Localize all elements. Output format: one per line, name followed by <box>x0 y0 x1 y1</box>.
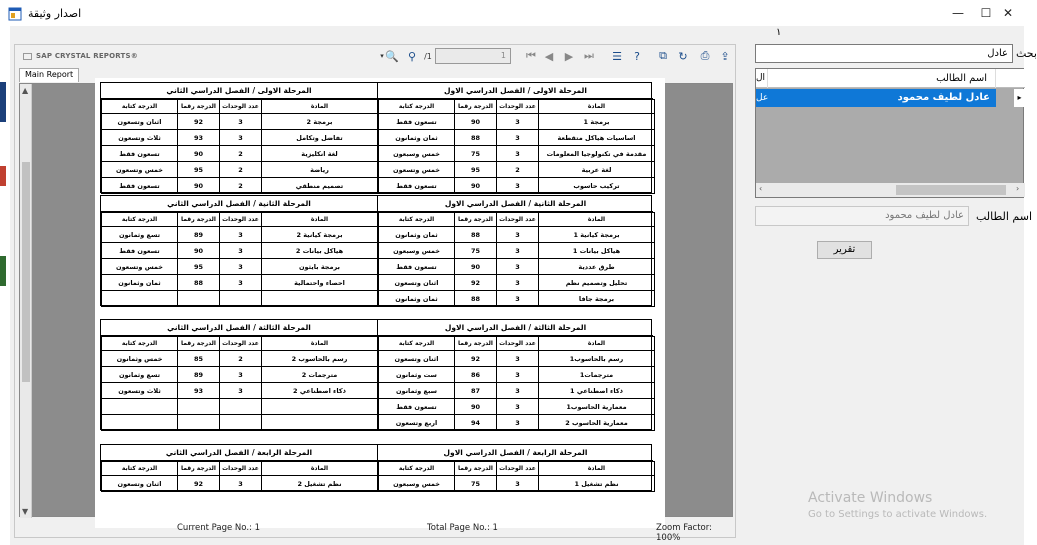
table-header-row <box>102 100 378 114</box>
semester-one <box>377 320 653 429</box>
activate-windows-subtitle: Go to Settings to activate Windows. <box>808 509 988 520</box>
table-cell: 90 <box>455 259 497 275</box>
table-cell: هياكل بيانات 1 <box>539 243 655 259</box>
grid-row[interactable] <box>756 89 1025 107</box>
table-row <box>102 178 378 194</box>
table-cell: تفاضل وتكامل <box>262 130 378 146</box>
column-header: الدرجة رقما <box>455 462 497 476</box>
table-cell: 3 <box>220 227 262 243</box>
stage-block <box>100 195 652 306</box>
vertical-scrollbar[interactable] <box>20 84 32 518</box>
table-cell: 2 <box>220 146 262 162</box>
table-cell: اثنان وتسعون <box>379 351 455 367</box>
print-icon[interactable]: ⎙ <box>700 49 710 62</box>
semester-two <box>101 445 377 490</box>
semester-title: المرحلة الثالثة / الفصل الدراسي الثاني <box>101 320 377 336</box>
scroll-down-icon[interactable]: ▼ <box>22 507 29 516</box>
table-cell: 3 <box>497 130 539 146</box>
table-cell: 3 <box>497 415 539 431</box>
window-title: اصدار وثيقة <box>28 6 82 20</box>
semester-title: المرحلة الثالثة / الفصل الدراسي الاول <box>378 320 653 336</box>
table-cell: مقدمة في تكنولوجيا المعلومات <box>539 146 655 162</box>
table-cell <box>262 399 378 415</box>
table-cell: تسع وثمانون <box>102 367 178 383</box>
semester-two <box>101 83 377 192</box>
grades-table <box>378 212 655 307</box>
column-header: الدرجة كتابة <box>379 462 455 476</box>
refresh-icon[interactable]: ↻ <box>678 49 688 63</box>
column-header: عدد الوحدات <box>497 337 539 351</box>
table-cell: لغة انكليزية <box>262 146 378 162</box>
table-row <box>102 383 378 399</box>
table-cell <box>220 399 262 415</box>
table-cell: ثلاث وتسعون <box>102 130 178 146</box>
table-row <box>379 243 655 259</box>
table-cell: 3 <box>220 476 262 492</box>
table-cell: ذكاء اصطناعي 2 <box>262 383 378 399</box>
column-header: الدرجة كتابة <box>379 100 455 114</box>
students-grid <box>755 68 1024 198</box>
column-header: المادة <box>539 213 655 227</box>
table-cell: تسعون فقط <box>379 114 455 130</box>
table-row <box>379 399 655 415</box>
table-cell: 3 <box>497 259 539 275</box>
table-row <box>379 383 655 399</box>
search-label: بحث <box>1016 47 1037 60</box>
table-header-row <box>102 213 378 227</box>
column-header: الدرجة كتابة <box>379 337 455 351</box>
column-header: الدرجة كتابة <box>379 213 455 227</box>
table-cell: تسعون فقط <box>102 178 178 194</box>
minimize-button[interactable]: — <box>952 6 964 20</box>
column-header: المادة <box>262 337 378 351</box>
zoom-icon[interactable]: 🔍 <box>385 49 399 63</box>
table-cell: تحليل وتصميم نظم <box>539 275 655 291</box>
table-row <box>102 227 378 243</box>
grid-header-name[interactable]: اسم الطالب <box>770 69 996 88</box>
table-row <box>379 351 655 367</box>
table-cell: ذكاء اصطناعي 1 <box>539 383 655 399</box>
column-header: عدد الوحدات <box>220 100 262 114</box>
table-row <box>379 476 655 492</box>
group-tree-icon[interactable]: ☰ <box>612 49 622 63</box>
table-cell: تسعون فقط <box>379 259 455 275</box>
table-cell <box>178 415 220 431</box>
table-cell: 3 <box>497 383 539 399</box>
table-cell <box>220 291 262 307</box>
zoom-status: Zoom Factor: 100% <box>656 523 712 543</box>
table-cell: 90 <box>455 399 497 415</box>
grades-table <box>378 336 655 431</box>
column-header: المادة <box>262 213 378 227</box>
table-cell: خمس وسبعون <box>379 146 455 162</box>
grades-table <box>378 99 655 194</box>
table-cell: 3 <box>497 178 539 194</box>
stage-block <box>100 319 652 430</box>
scroll-left-icon[interactable]: ‹ <box>759 184 763 193</box>
table-cell: خمس وثمانون <box>102 351 178 367</box>
table-row <box>102 291 378 307</box>
semester-title: المرحلة الاولى / الفصل الدراسي الاول <box>378 83 653 99</box>
column-header: الدرجة رقما <box>178 337 220 351</box>
table-cell: 3 <box>497 399 539 415</box>
column-header: الدرجة رقما <box>455 100 497 114</box>
table-cell: 3 <box>497 367 539 383</box>
help-icon[interactable]: ? <box>634 49 640 63</box>
table-header-row <box>379 462 655 476</box>
column-header: الدرجة كتابة <box>102 100 178 114</box>
status-bar <box>15 519 735 543</box>
table-cell: 88 <box>455 130 497 146</box>
table-cell <box>102 399 178 415</box>
table-cell: تسعون فقط <box>102 243 178 259</box>
table-cell: 3 <box>497 291 539 307</box>
table-cell <box>178 291 220 307</box>
table-cell: رياضة <box>262 162 378 178</box>
total-page-status: Total Page No.: 1 <box>427 523 498 533</box>
top-digit: ١ <box>776 27 782 38</box>
table-row <box>102 275 378 291</box>
table-cell: 87 <box>455 383 497 399</box>
semester-two <box>101 320 377 429</box>
table-cell: 95 <box>178 259 220 275</box>
table-cell: ثمان وثمانون <box>379 130 455 146</box>
table-cell <box>262 415 378 431</box>
column-header: المادة <box>262 462 378 476</box>
grid-header-extra: ال <box>756 69 768 88</box>
column-header: الدرجة رقما <box>178 462 220 476</box>
table-cell: 3 <box>220 275 262 291</box>
table-row <box>102 243 378 259</box>
report-button[interactable]: تقرير <box>817 241 872 259</box>
table-cell: 94 <box>455 415 497 431</box>
first-page-icon[interactable]: ⏮ <box>526 49 536 62</box>
table-cell: 95 <box>455 162 497 178</box>
table-row <box>379 367 655 383</box>
table-cell: هياكل بيانات 2 <box>262 243 378 259</box>
table-header-row <box>102 462 378 476</box>
table-cell: 92 <box>178 114 220 130</box>
semester-one <box>377 83 653 192</box>
table-cell: اثنان وتسعون <box>102 114 178 130</box>
scroll-thumb[interactable] <box>22 162 30 382</box>
table-cell: ثمان وثمانون <box>102 275 178 291</box>
column-header: الدرجة كتابة <box>102 337 178 351</box>
table-cell <box>178 399 220 415</box>
previous-page-icon[interactable]: ◀ <box>544 49 554 63</box>
table-row <box>379 114 655 130</box>
table-cell: 3 <box>497 476 539 492</box>
table-cell: 95 <box>178 162 220 178</box>
semester-two <box>101 196 377 305</box>
zoom-dropdown-icon[interactable]: ▾ <box>380 52 384 60</box>
table-row <box>102 367 378 383</box>
table-row <box>102 476 378 492</box>
table-cell: 3 <box>497 146 539 162</box>
table-cell: 90 <box>455 114 497 130</box>
grid-cell-name[interactable]: عادل لطيف محمود <box>770 89 996 107</box>
table-cell: 3 <box>220 259 262 275</box>
table-cell: برمجة جافا <box>539 291 655 307</box>
table-cell: معمارية الحاسوب1 <box>539 399 655 415</box>
stage-block <box>100 444 652 491</box>
table-cell: 93 <box>178 383 220 399</box>
table-cell: برمجة 2 <box>262 114 378 130</box>
current-page-status: Current Page No.: 1 <box>177 523 260 533</box>
tab-main-report[interactable]: Main Report <box>19 68 79 82</box>
table-cell: تسعون فقط <box>379 178 455 194</box>
table-cell: خمس وسبعون <box>379 243 455 259</box>
horizontal-scrollbar[interactable] <box>756 183 1025 197</box>
table-cell: 88 <box>455 227 497 243</box>
table-cell: 3 <box>220 114 262 130</box>
table-cell: نظم تشغيل 1 <box>539 476 655 492</box>
table-cell: اربع وتسعون <box>379 415 455 431</box>
find-icon[interactable]: ⚲ <box>407 49 417 63</box>
table-header-row <box>379 213 655 227</box>
table-cell: ثلاث وتسعون <box>102 383 178 399</box>
last-page-icon[interactable]: ⏭ <box>584 49 594 62</box>
column-header: عدد الوحدات <box>497 100 539 114</box>
table-cell: احصاء واحتمالية <box>262 275 378 291</box>
table-cell: نظم تشغيل 2 <box>262 476 378 492</box>
row-selector-icon[interactable]: ▸ <box>1014 89 1025 107</box>
table-row <box>379 291 655 307</box>
report-tabs <box>19 68 79 82</box>
background-window-edge <box>0 26 10 545</box>
column-header: المادة <box>539 337 655 351</box>
column-header: الدرجة كتابة <box>102 213 178 227</box>
semester-one <box>377 196 653 305</box>
table-cell: 3 <box>220 367 262 383</box>
table-cell: 75 <box>455 476 497 492</box>
table-cell: 90 <box>178 146 220 162</box>
grid-header-row <box>756 69 1025 88</box>
table-cell: 88 <box>455 291 497 307</box>
table-cell: 3 <box>220 130 262 146</box>
table-cell: خمس وتسعون <box>102 259 178 275</box>
table-cell: 2 <box>220 351 262 367</box>
table-cell: لغة عربية <box>539 162 655 178</box>
table-cell: برمجة كيانية 2 <box>262 227 378 243</box>
table-cell: 92 <box>178 476 220 492</box>
activate-windows-title: Activate Windows <box>808 490 933 506</box>
table-cell: 92 <box>455 275 497 291</box>
semester-title: المرحلة الثانية / الفصل الدراسي الثاني <box>101 196 377 212</box>
grades-table <box>101 99 378 194</box>
table-cell: 85 <box>178 351 220 367</box>
grid-cell-extra[interactable]: عل <box>756 89 770 107</box>
grades-table <box>378 461 655 492</box>
table-cell: 92 <box>455 351 497 367</box>
column-header: الدرجة رقما <box>178 100 220 114</box>
table-cell: تسعون فقط <box>379 399 455 415</box>
table-cell: 86 <box>455 367 497 383</box>
grades-table <box>101 336 378 431</box>
semester-one <box>377 445 653 490</box>
table-cell: 2 <box>220 162 262 178</box>
table-cell: ست وثمانون <box>379 367 455 383</box>
column-header: الدرجة رقما <box>455 213 497 227</box>
search-input[interactable]: عادل <box>755 44 1013 63</box>
table-row <box>102 399 378 415</box>
table-row <box>102 130 378 146</box>
table-cell: 3 <box>497 243 539 259</box>
scroll-right-icon[interactable]: › <box>1016 184 1020 193</box>
stage-block <box>100 82 652 193</box>
scroll-up-icon[interactable]: ▲ <box>22 86 29 95</box>
table-row <box>379 162 655 178</box>
hscroll-thumb[interactable] <box>896 185 1006 195</box>
column-header: المادة <box>539 100 655 114</box>
report-page <box>95 78 665 528</box>
report-area <box>19 83 733 517</box>
table-cell: ثمان وثمانون <box>379 291 455 307</box>
table-cell: تسع وثمانون <box>102 227 178 243</box>
table-header-row <box>102 337 378 351</box>
student-name-field[interactable]: عادل لطيف محمود <box>755 206 969 226</box>
column-header: عدد الوحدات <box>497 213 539 227</box>
table-cell: 89 <box>178 227 220 243</box>
table-row <box>102 146 378 162</box>
semester-title: المرحلة الرابعة / الفصل الدراسي الثاني <box>101 445 377 461</box>
column-header: عدد الوحدات <box>497 462 539 476</box>
column-header: الدرجة رقما <box>455 337 497 351</box>
table-cell: سبع وثمانون <box>379 383 455 399</box>
table-cell: اثنان وتسعون <box>102 476 178 492</box>
table-row <box>379 178 655 194</box>
table-cell <box>102 291 178 307</box>
export-icon[interactable]: ⇪ <box>720 49 730 63</box>
table-cell: مترجمات 2 <box>262 367 378 383</box>
page-of-label: /1 <box>424 51 432 61</box>
table-cell: 90 <box>178 178 220 194</box>
table-row <box>379 415 655 431</box>
table-cell: 3 <box>497 351 539 367</box>
table-cell: 3 <box>497 114 539 130</box>
close-button[interactable]: ✕ <box>1002 6 1014 20</box>
column-header: المادة <box>262 100 378 114</box>
table-row <box>102 415 378 431</box>
table-cell: رسم بالحاسوب 2 <box>262 351 378 367</box>
table-row <box>379 227 655 243</box>
table-cell: 88 <box>178 275 220 291</box>
table-row <box>379 146 655 162</box>
table-row <box>102 259 378 275</box>
next-page-icon[interactable]: ▶ <box>564 49 574 63</box>
table-cell: مترجمات1 <box>539 367 655 383</box>
table-cell: 75 <box>455 243 497 259</box>
semester-title: المرحلة الاولى / الفصل الدراسي الثاني <box>101 83 377 99</box>
column-header: عدد الوحدات <box>220 213 262 227</box>
column-header: الدرجة كتابة <box>102 462 178 476</box>
table-cell: تسعون فقط <box>102 146 178 162</box>
table-row <box>379 259 655 275</box>
table-cell: طرق عددية <box>539 259 655 275</box>
table-cell: معمارية الحاسوب 2 <box>539 415 655 431</box>
table-cell: رسم بالحاسوب1 <box>539 351 655 367</box>
table-cell: 2 <box>497 162 539 178</box>
title-bar <box>0 0 1024 26</box>
table-cell: خمس وسبعون <box>379 476 455 492</box>
table-cell: برمجة بايثون <box>262 259 378 275</box>
table-cell: 2 <box>220 178 262 194</box>
grades-table <box>101 212 378 307</box>
copy-icon[interactable]: ⧉ <box>659 49 667 62</box>
table-cell: 90 <box>455 178 497 194</box>
table-cell: ثمان وثمانون <box>379 227 455 243</box>
table-cell: تصميم منطقي <box>262 178 378 194</box>
student-name-label: اسم الطالب <box>976 210 1033 223</box>
semester-title: المرحلة الثانية / الفصل الدراسي الاول <box>378 196 653 212</box>
table-cell: برمجة كيانية 1 <box>539 227 655 243</box>
crystal-brand: SAP CRYSTAL REPORTS® <box>23 52 138 60</box>
table-cell <box>262 291 378 307</box>
crystal-report-viewer <box>14 44 736 543</box>
table-cell <box>220 415 262 431</box>
column-header: المادة <box>539 462 655 476</box>
table-row <box>379 130 655 146</box>
form-icon <box>8 6 22 20</box>
table-cell: خمس وتسعون <box>102 162 178 178</box>
table-header-row <box>379 100 655 114</box>
table-cell: 3 <box>497 227 539 243</box>
column-header: عدد الوحدات <box>220 337 262 351</box>
table-cell: برمجة 1 <box>539 114 655 130</box>
table-cell: اثنان وتسعون <box>379 275 455 291</box>
column-header: الدرجة رقما <box>178 213 220 227</box>
grades-table <box>101 461 378 492</box>
page-number-input[interactable]: 1 <box>435 48 511 64</box>
table-row <box>102 162 378 178</box>
table-cell: 3 <box>220 243 262 259</box>
semester-title: المرحلة الرابعة / الفصل الدراسي الاول <box>378 445 653 461</box>
table-header-row <box>379 337 655 351</box>
maximize-button[interactable]: ☐ <box>980 6 992 20</box>
table-cell: تركيب حاسوب <box>539 178 655 194</box>
column-header: عدد الوحدات <box>220 462 262 476</box>
table-cell: اساسيات هياكل متقطعة <box>539 130 655 146</box>
table-row <box>102 351 378 367</box>
table-cell: 75 <box>455 146 497 162</box>
table-row <box>379 275 655 291</box>
table-cell: 89 <box>178 367 220 383</box>
table-cell <box>102 415 178 431</box>
table-cell: 90 <box>178 243 220 259</box>
table-row <box>102 114 378 130</box>
table-cell: 3 <box>497 275 539 291</box>
table-cell: 93 <box>178 130 220 146</box>
table-cell: 3 <box>220 383 262 399</box>
table-cell: خمس وتسعون <box>379 162 455 178</box>
